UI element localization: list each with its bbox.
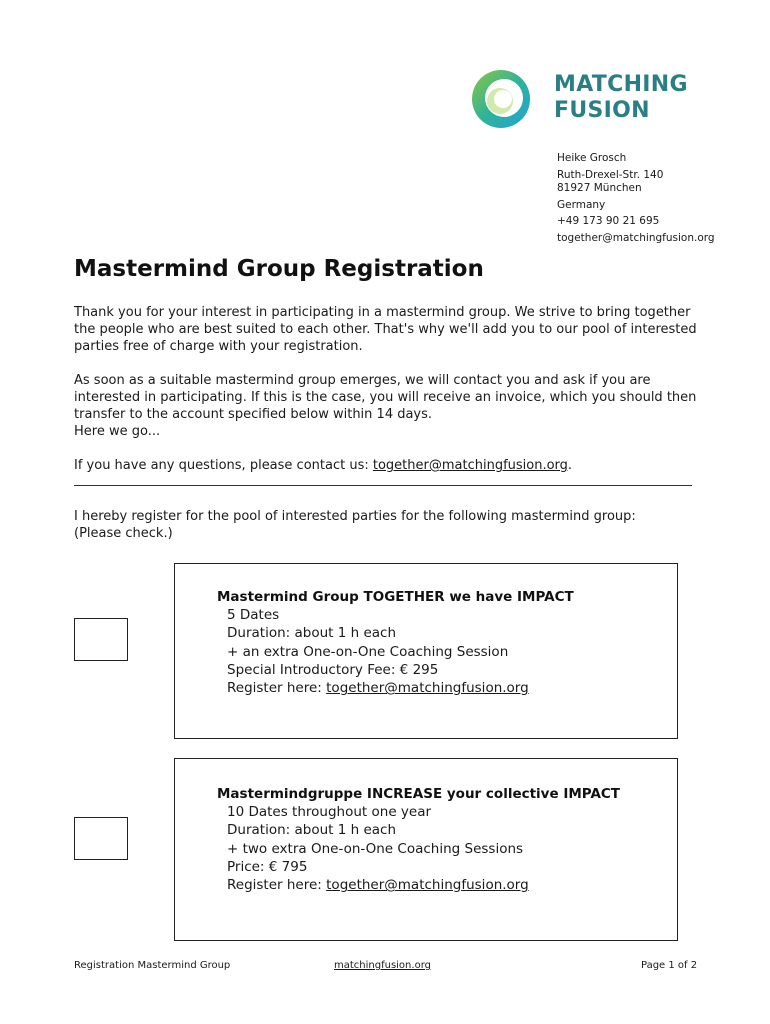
option-1-line: Special Introductory Fee: € 295 (227, 661, 439, 678)
separator-line (74, 485, 692, 486)
questions-paragraph (74, 457, 704, 474)
option-2-line: 10 Dates throughout one year (227, 804, 432, 820)
option-2-register-prefix: Register here: (227, 877, 327, 894)
option-2-line: + two extra One-on-One Coaching Sessions (227, 840, 524, 857)
option-1-line: + an extra One-on-One Coaching Session (227, 643, 509, 660)
footer-page-number: Page 1 of 2 (641, 960, 698, 971)
option-1-register-prefix: Register here: (227, 680, 327, 697)
register-line-2: (Please check.) (74, 526, 173, 541)
intro-text-2: As soon as a suitable mastermind group emerges, we will contact you and ask if you are interested in participating. If this is the case, you will receive an invoice, which you should then transfer to the account specified below within 14 days. (74, 373, 697, 422)
intro-paragraph-2 (74, 372, 704, 440)
option-2-line: Price: € 795 (227, 858, 308, 875)
option-1-box (174, 563, 678, 739)
option-2-line: Duration: about 1 h each (227, 822, 397, 839)
option-2-box (174, 758, 678, 941)
option-1-line: Duration: about 1 h each (227, 625, 397, 642)
intro-paragraph-1 (74, 304, 704, 355)
option-1-title: Mastermind Group TOGETHER we have IMPACT (217, 589, 574, 605)
logo-wordmark (554, 72, 688, 124)
intro-text-3: Here we go... (74, 424, 161, 439)
intro-text-1: Thank you for your interest in participating in a mastermind group. We strive to bring together the people who are best suited to each other. That's why we'll add you to our pool of interested parties free of charge with your registration. (74, 305, 697, 354)
option-1-checkbox[interactable] (74, 618, 128, 661)
footer-left: Registration Mastermind Group (74, 960, 231, 971)
logo-line-2: FUSION (554, 98, 650, 123)
option-2-register-email-link[interactable]: together@matchingfusion.org (326, 877, 529, 894)
address-city: 81927 München (557, 182, 642, 194)
questions-suffix: . (567, 458, 573, 473)
logo-line-1: MATCHING (554, 72, 688, 97)
questions-prefix: If you have any questions, please contact us: (74, 458, 373, 473)
matching-fusion-swirl-icon (470, 68, 532, 130)
address-phone: +49 173 90 21 695 (557, 215, 660, 227)
company-logo (470, 68, 710, 132)
register-line-1: I hereby register for the pool of interested parties for the following mastermind group: (74, 509, 636, 524)
sender-address (557, 150, 715, 246)
address-street: Ruth-Drexel-Str. 140 (557, 168, 664, 181)
page-title: Mastermind Group Registration (74, 256, 484, 282)
footer-website-link[interactable]: matchingfusion.org (334, 960, 431, 971)
option-2-checkbox[interactable] (74, 817, 128, 860)
register-paragraph (74, 508, 704, 542)
address-name: Heike Grosch (557, 152, 627, 164)
option-2-register (217, 876, 620, 894)
option-1-register-email-link[interactable]: together@matchingfusion.org (326, 680, 529, 697)
questions-email-link[interactable]: together@matchingfusion.org (372, 458, 568, 473)
option-1-register (217, 679, 574, 697)
option-2-title: Mastermindgruppe INCREASE your collective IMPACT (217, 786, 621, 802)
address-country: Germany (557, 198, 606, 211)
option-1-line: 5 Dates (227, 607, 280, 623)
address-email: together@matchingfusion.org (557, 231, 715, 244)
